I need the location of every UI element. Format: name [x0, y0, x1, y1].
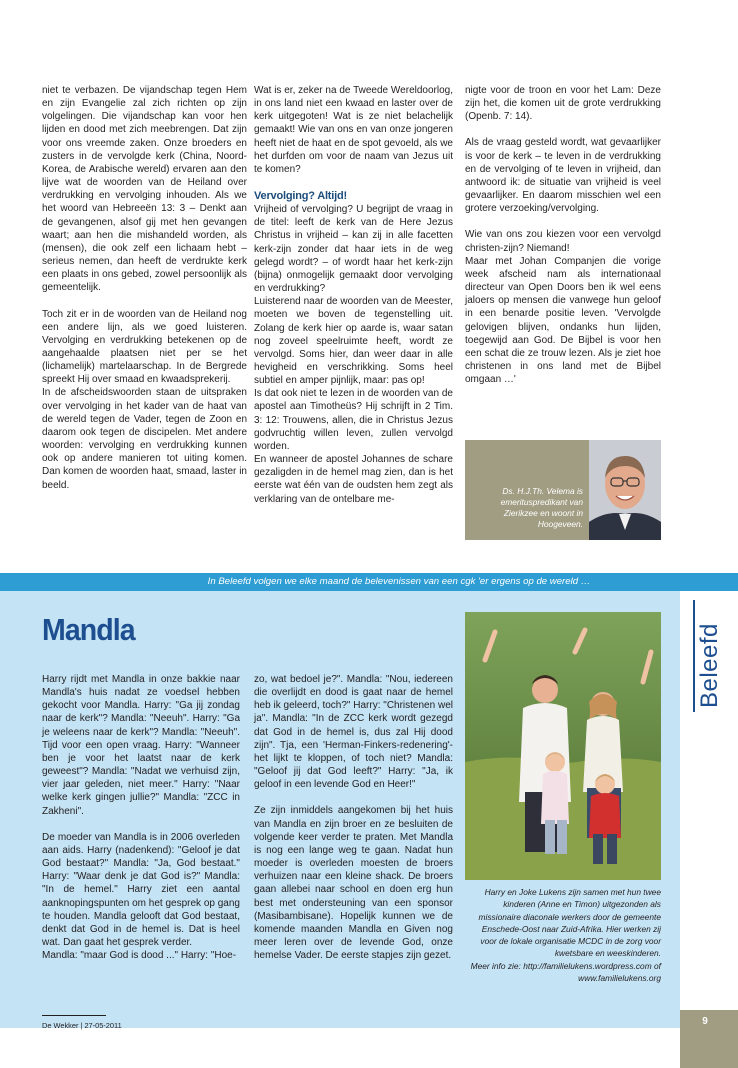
article-paragraph: Wie van ons zou kiezen voor een vervolgd christen-zijn? Niemand!	[465, 229, 661, 254]
section-tag-rule	[693, 600, 695, 712]
article-paragraph: Is dat ook niet te lezen in de woorden van de apostel aan Timotheüs? Hij schrijft in 2 Tim. 3: 12: Trouwens, allen, die in Christus Jezus godvruchtig willen leven, zullen vervolgd worden.	[254, 388, 453, 452]
article-paragraph: Als de vraag gesteld wordt, wat gevaarlijker is voor de kerk – te leven in de verdrukking en de vervolging of te leven in vrijheid, dan antwoord ik: de situatie van vrijheid is veel gevaarlijker. En daarom misschien wel een grotere verzoeking/vervolging.	[465, 137, 661, 215]
article-title: Mandla	[42, 612, 135, 647]
article-column-2	[254, 84, 453, 506]
mandla-column-1	[42, 673, 240, 962]
footer-publication: De Wekker | 27-05-2011	[42, 1021, 122, 1030]
article-paragraph: De moeder van Mandla is in 2006 overleden aan aids. Harry (nadenkend): "Geloof je dat God bestaat?" Mandla: "Ja, God bestaat." Harry: "Waar denk je dat God is?" Mandla: "In de hemel." Harry ziet een aantal aanknopingspunten om het gesprek op gang te houden. Mandla gelooft dat God bestaat, denkt dat God in de hemel is. Dat is heel wat. Dan gaat het gesprek verder.	[42, 831, 240, 948]
portrait-illustration	[589, 440, 661, 540]
photo-caption	[465, 886, 661, 984]
article-paragraph: Mandla: "maar God is dood ..." Harry: "Hoe-	[42, 950, 237, 962]
article-paragraph: In de afscheidswoorden staan de uitspraken over vervolging in het kader van de haat van de wereld tegen de Vader, tegen de Zoon en daarom ook tegen de discipelen. Met andere woorden: vervolging en verdrukking kunnen ook op andere manieren tot uiting komen. Dan komen de woorden haat, smaad, laster in beeld.	[42, 387, 247, 491]
article-column-3	[465, 84, 661, 386]
family-photo-illustration	[465, 612, 661, 880]
article-paragraph: Maar met Johan Companjen die vorige week afscheid nam als internationaal directeur van Open Doors ben ik wel eens jaloers op mensen die vanwege hun geloof in een benarde positie leven. 'Vervolgde gelovigen blijven, ondanks hun lijden, toegewijd aan God. De Bijbel is voor hen een schat die ze trouw lezen. Als je ziet hoe christenen in ons land met de Bijbel omgaan …'	[465, 255, 661, 386]
article-paragraph: Luisterend naar de woorden van de Meester, moeten we boven de tegenstelling uit. Zolang de kerk hier op aarde is, waar satan nog zoveel speelruimte heeft, wordt ze vervolgd. Soms hier, dan weer daar in alle hevigheid en verschrikking. Soms heel subtiel en amper pijnlijk, maar: pas op!	[254, 296, 453, 387]
article-paragraph: niet te verbazen. De vijandschap tegen Hem en zijn Evangelie zal zich richten op zijn volgelingen. Die vijandschap kan voor hen lijden en dood met zich meebrengen. Dat zijn voor ons vreemde zaken. Onze broeders en zusters in de vervolgde kerk (China, Noord-Korea, de Arabische wereld) ervaren aan den lijve wat de woorden van de Heiland over verdrukking en vervolging inhouden. Als we het woord van Hebreeën 13: 3 – Denkt aan de gevangenen, alsof gij met hen gevangen waart; aan hen die mishandeld worden, als (mensen), die ook zelf een lichaam hebt – serieus nemen, dan heeft de verdrukte kerk een plaats in ons gebed, zowel persoonlijk als gemeentelijk.	[42, 85, 247, 294]
article-paragraph: zo, wat bedoel je?". Mandla: "Nou, iedereen die overlijdt en dood is gaat naar de hemel heb ik geleerd, toch?" Harry: "Christenen wel ja". Mandla: "In de ZCC kerk wordt gezegd dat God in de hemel is, dus zal Hij dood zijn". Tja, een 'Herman-Finkers-redenering'- het lijkt te kloppen, of toch niet? Mandla: "Geloof jij dat God leeft?" Harry: "Ja, ik geloof in een levende God en Heer!"	[254, 674, 453, 791]
section-tag-label: Beleefd	[696, 623, 723, 708]
author-caption: Ds. H.J.Th. Velema is emerituspredikant van Zierikzee en woont in Hoogeveen.	[500, 486, 583, 529]
article-paragraph: Toch zit er in de woorden van de Heiland nog een andere lijn, als we goed luisteren. Vervolging en verdrukking betekenen op de aangehaalde plaatsen niet per se het (lichamelijk) martelaarschap. In de Bergrede spreekt Hij over smaad en kwaadsprekerij.	[42, 308, 247, 386]
article-paragraph: En wanneer de apostel Johannes de schare gezaligden in de hemel mag zien, dan is het eerste wat één van de oudsten hem zegt als verklaring van de ontelbare me-	[254, 454, 453, 505]
page-number-box	[680, 1010, 738, 1068]
article-paragraph: nigte voor de troon en voor het Lam: Deze zijn het, die komen uit de grote verdrukking (Openb. 7: 14).	[465, 85, 661, 123]
author-box	[465, 440, 661, 540]
article-subheading: Vervolging? Altijd!	[254, 190, 347, 203]
article-paragraph: Wat is er, zeker na de Tweede Wereldoorlog, in ons land niet een kwaad en laster over de kerk uitgegoten! Wat is ze niet belachelijk gemaakt! Wie van ons en van onze jongeren heeft niet de haat en de spot gevoeld, als we het durfden om voor de naam van Jezus uit te komen?	[254, 85, 453, 175]
family-photo	[465, 612, 661, 880]
footer-rule	[42, 1015, 106, 1016]
article-paragraph: Ze zijn inmiddels aangekomen bij het huis van Mandla en zijn broer en ze besluiten de volgende keer verder te praten. Met Mandla is nog een lange weg te gaan. Nadat hun moeder is overleden moesten de broers verhuizen naar een kleine shack. De broers gaan allebei naar school en doen erg hun best met ondersteuning van een sponsor (Masibambisane). Hopelijk kunnen we de komende maanden Mandla en Given nog meer leren over de levende God, onze hemelse Vader. De eerste stapjes zijn gezet.	[254, 805, 453, 962]
photo-caption-text: Harry en Joke Lukens zijn samen met hun twee kinderen (Anne en Timon) uitgezonden als missionaire diaconale werkers door de gemeente Enschede-Oost naar Zuid-Afrika. Hier werken zij voor de lokale organisatie MCDC in de zorg voor kwetsbare en weeskinderen.	[478, 887, 661, 959]
article-paragraph: Harry rijdt met Mandla in onze bakkie naar Mandla's huis nadat ze voedsel hebben gekocht voor Mandla. Harry: "Ga jij zondag naar de kerk"? Mandla: "Neeuh". Harry: "Ga je weleens naar de kerk"? Mandla: "Neeuh". Tijd voor een open vraag. Harry: "Wanneer ben je voor het laatst naar de kerk geweest"? Mandla: "Nadat we verhuisd zijn, vier jaar geleden, niet meer." Harry: "Naar welke kerk gingen jullie?" Mandla: "ZCC in Zakheni".	[42, 674, 240, 817]
section-banner	[0, 573, 738, 591]
author-portrait	[589, 440, 661, 540]
article-paragraph: Vrijheid of vervolging? U begrijpt de vraag in de titel: leeft de kerk van de Here Jezus Christus in vrijheid – kan zij in alle facetten kerk-zijn zonder dat haar iets in de weg gelegd wordt? – of wordt haar het kerk-zijn (bijna) onmogelijk gemaakt door vervolging en verdrukking?	[254, 204, 453, 295]
mandla-column-2	[254, 673, 453, 962]
page-number: 9	[702, 1016, 708, 1027]
banner-text: In Beleefd volgen we elke maand de belevenissen van een cgk 'er ergens op de wereld …	[207, 576, 591, 587]
article-column-1	[42, 84, 247, 492]
photo-caption-links: Meer info zie: http://familielukens.wordpress.com of www.familielukens.org	[470, 960, 661, 984]
section-tag	[690, 600, 724, 708]
